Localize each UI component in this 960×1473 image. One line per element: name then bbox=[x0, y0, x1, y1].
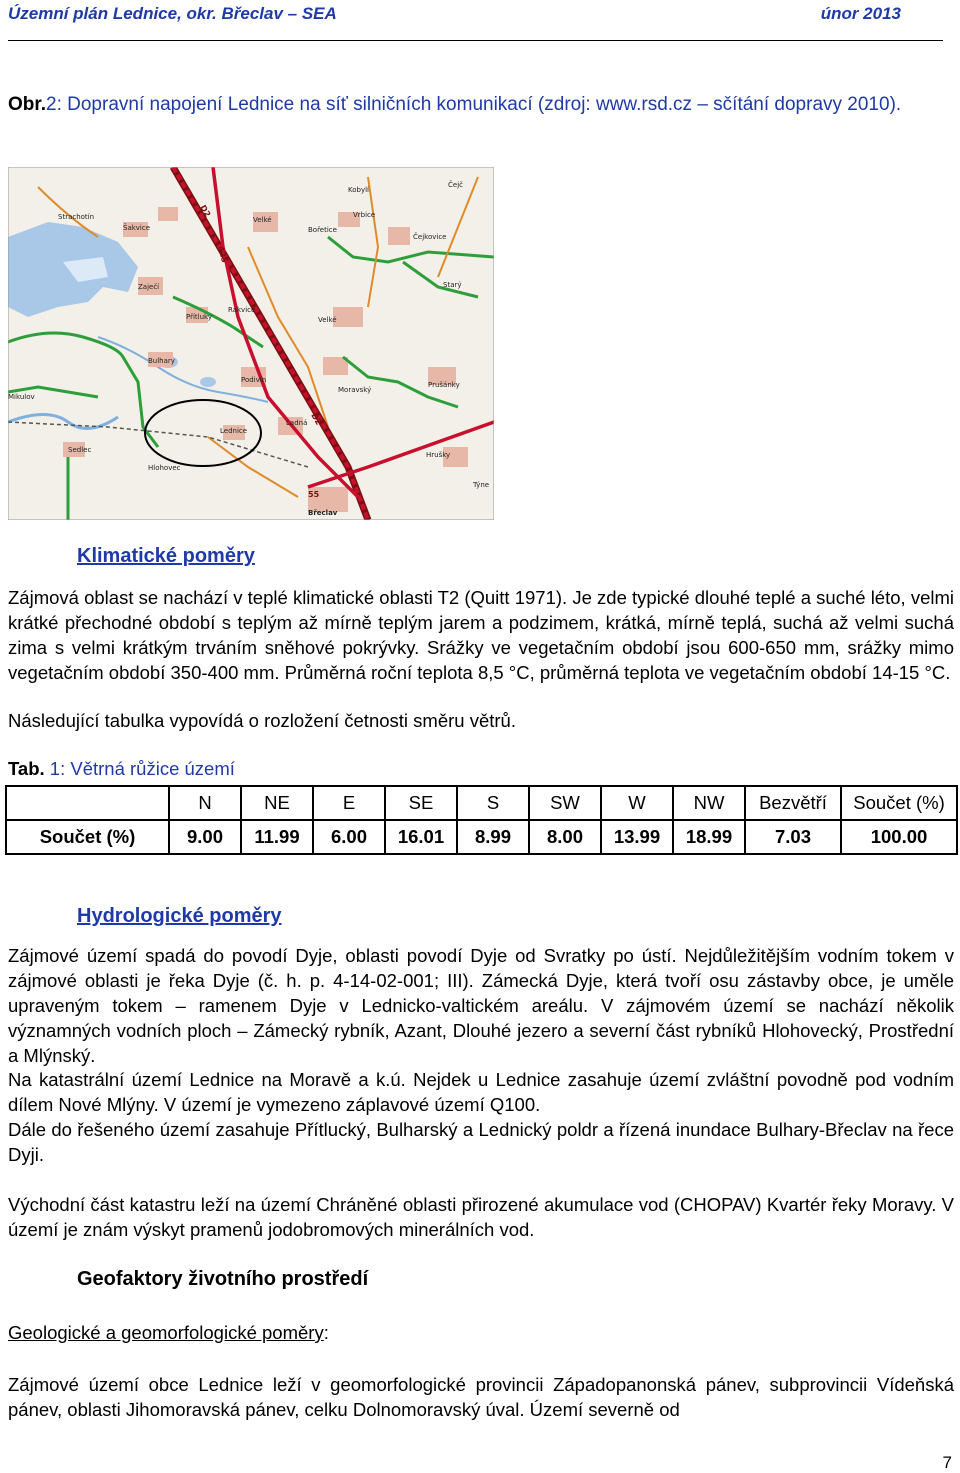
wind-value-cell: 16.01 bbox=[385, 820, 457, 854]
map-label-pritluky: Přítluky bbox=[186, 313, 212, 321]
hydrology-section-title: Hydrologické poměry bbox=[77, 905, 282, 927]
geology-subtitle-text: Geologické a geomorfologické poměry bbox=[8, 1322, 324, 1343]
climate-section-title: Klimatické poměry bbox=[77, 545, 255, 567]
wind-header-cell: SW bbox=[529, 786, 601, 820]
caption-text: 2: Dopravní napojení Lednice na síť silničních komunikací (zdroj: www.rsd.cz – sčítání dopravy 2010). bbox=[46, 94, 902, 115]
table-caption-label: Tab. bbox=[8, 758, 45, 779]
map-label-strachotin: Strachotín bbox=[58, 213, 95, 221]
map-label-425: 425 bbox=[216, 245, 230, 264]
map-label-sedlec: Sedlec bbox=[68, 446, 92, 454]
wind-value-cell: 9.00 bbox=[169, 820, 241, 854]
geofactors-section-title: Geofaktory životního prostředí bbox=[77, 1268, 369, 1290]
map-label-hrusky: Hrušky bbox=[426, 451, 451, 459]
wind-header-cell: N bbox=[169, 786, 241, 820]
wind-value-cell: 11.99 bbox=[241, 820, 313, 854]
wind-value-cell: 8.99 bbox=[457, 820, 529, 854]
wind-table-header-row bbox=[6, 786, 957, 820]
table-caption bbox=[8, 758, 235, 780]
road-map-svg bbox=[8, 167, 494, 520]
map-label-velke-pavlovice: Velké bbox=[253, 216, 272, 224]
map-label-ladna: Ladná bbox=[286, 419, 308, 427]
map-label-sakvice: Šakvice bbox=[123, 224, 151, 232]
wind-value-cell: 13.99 bbox=[601, 820, 673, 854]
wind-header-cell bbox=[6, 786, 169, 820]
wind-value-cell: 6.00 bbox=[313, 820, 385, 854]
map-label-lednice: Lednice bbox=[220, 427, 248, 435]
map-label-podivin: Podivín bbox=[241, 376, 267, 384]
geology-subtitle bbox=[8, 1322, 329, 1344]
page-header bbox=[8, 4, 943, 30]
wind-value-cell: 8.00 bbox=[529, 820, 601, 854]
map-label-tynec: Týne bbox=[473, 481, 490, 489]
page-number: 7 bbox=[942, 1453, 952, 1472]
wind-value-cell: Součet (%) bbox=[6, 820, 169, 854]
hydrology-paragraph-2: Na katastrální území Lednice na Moravě a k.ú. Nejdek u Lednice zasahuje území zvláštní povodně pod vodním dílem Nové Mlýny. V území je vymezeno záplavové území Q100. bbox=[8, 1069, 954, 1115]
wind-value-cell: 7.03 bbox=[745, 820, 841, 854]
map-label-velke-bilovice: Velké bbox=[318, 316, 337, 324]
header-title: Územní plán Lednice, okr. Břeclav – SEA bbox=[8, 4, 337, 23]
geology-paragraph: Zájmové území obce Lednice leží v geomorfologické provincii Západopanonská pánev, subprovincii Vídeňská pánev, oblasti Jihomoravská pánev, celku Dolnomoravský úval. Území severně od bbox=[8, 1374, 954, 1420]
header-rule bbox=[8, 40, 943, 41]
map-label-55: 55 bbox=[308, 490, 320, 499]
road-map bbox=[8, 167, 494, 520]
wind-header-cell: Součet (%) bbox=[841, 786, 957, 820]
wind-value-cell: 100.00 bbox=[841, 820, 957, 854]
map-label-bulhary: Bulhary bbox=[148, 357, 175, 365]
map-label-breclav: Břeclav bbox=[308, 509, 338, 517]
caption-label: Obr. bbox=[8, 94, 47, 115]
hydrology-paragraph-4: Východní část katastru leží na území Chráněné oblasti přirozené akumulace vod (CHOPAV) Kvartér řeky Moravy. V území je znám výskyt pramenů jodobromových minerálních vod. bbox=[8, 1194, 954, 1240]
map-label-stary-poddvorov: Starý bbox=[443, 281, 462, 289]
climate-table-intro: Následující tabulka vypovídá o rozložení četnosti směru větrů. bbox=[8, 710, 516, 731]
wind-header-cell: W bbox=[601, 786, 673, 820]
table-caption-text: 1: Větrná růžice území bbox=[44, 758, 235, 779]
map-label-kobyli: Kobylí bbox=[348, 186, 369, 194]
hydrology-paragraph-3: Dále do řešeného území zasahuje Přítlucký, Bulharský a Lednický poldr a řízená inundace Bulhary-Břeclav na řece Dyji. bbox=[8, 1119, 954, 1165]
map-label-vrbice: Vrbice bbox=[353, 211, 376, 219]
wind-value-cell: 18.99 bbox=[673, 820, 745, 854]
header-date: únor 2013 bbox=[820, 4, 901, 23]
wind-header-cell: Bezvětří bbox=[745, 786, 841, 820]
wind-header-cell: S bbox=[457, 786, 529, 820]
svg-text:D2: D2 bbox=[309, 411, 324, 427]
map-label-zajeci: Zaječí bbox=[138, 283, 160, 291]
map-label-d2: D2 bbox=[198, 203, 213, 219]
map-label-moravsky-zizkov: Moravský bbox=[338, 386, 372, 394]
climate-paragraph: Zájmová oblast se nachází v teplé klimatické oblasti T2 (Quitt 1971). Je zde typické dlouhé teplé a suché léto, velmi krátké přechodné období s teplým až mírně teplým jarem a podzimem, krátká, mírně teplá, suchá až velmi suchá zima s velmi krátkým trváním sněhové pokrývky. Srážky ve vegetačním období jsou 600-650 mm, srážky mimo vegetačním období 350-400 mm. Průměrná roční teplota 8,5 °C, průměrná teplota ve vegetačním období 14-15 °C. bbox=[8, 587, 954, 683]
map-label-boretice: Bořetice bbox=[308, 226, 337, 234]
map-label-cejc: Čejč bbox=[448, 181, 463, 189]
map-label-prusanky: Prušánky bbox=[428, 381, 460, 389]
map-label-mikulov: Mikulov bbox=[8, 393, 35, 401]
geology-subtitle-colon: : bbox=[323, 1322, 329, 1343]
map-label-cejkovice: Čejkovice bbox=[413, 233, 447, 241]
wind-table-value-row bbox=[6, 820, 957, 854]
map-label-hlohovec: Hlohovec bbox=[148, 464, 181, 472]
wind-rose-table bbox=[5, 785, 958, 855]
wind-header-cell: NW bbox=[673, 786, 745, 820]
hydrology-paragraph-1: Zájmové území spadá do povodí Dyje, oblasti povodí Dyje od Svratky po ústí. Nejdůležitějším vodním tokem v zájmové oblasti je řeka Dyje (č. h. p. 4-14-02-001; III). Zámecká Dyje, která tvoří osu zástavby obce, je uměle upraveným tokem – ramenem Dyje v Lednicko-valtickém areálu. V zájmovém území se nachází několik významných vodních ploch – Zámecký rybník, Azant, Dlouhé jezero a severní část rybníků Hlohovecký, Prostřední a Mlýnský. bbox=[8, 945, 954, 1066]
wind-header-cell: NE bbox=[241, 786, 313, 820]
figure-caption bbox=[8, 92, 908, 117]
wind-header-cell: E bbox=[313, 786, 385, 820]
map-label-rakvice: Rakvice bbox=[228, 306, 256, 314]
wind-header-cell: SE bbox=[385, 786, 457, 820]
